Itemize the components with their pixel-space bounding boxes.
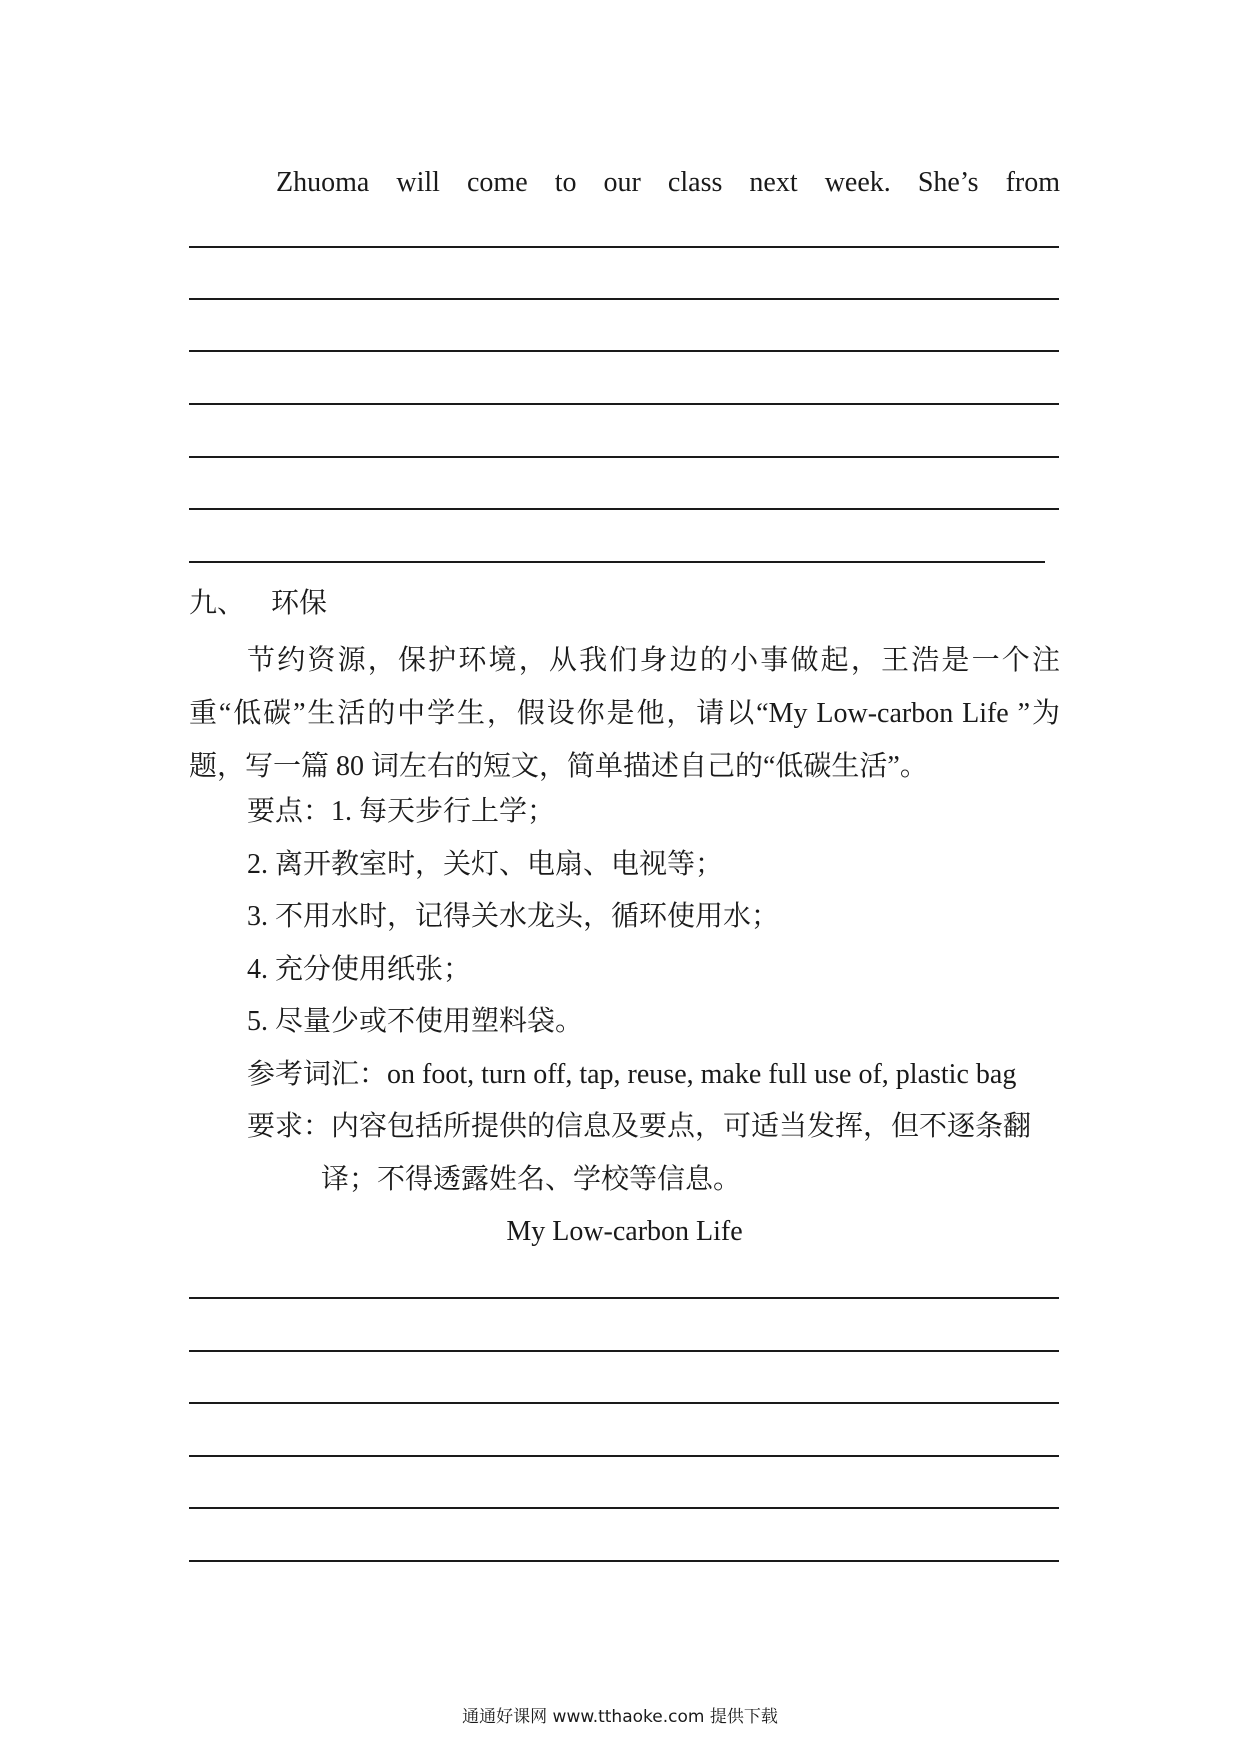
writing-line	[189, 403, 1059, 405]
writing-line	[189, 246, 1059, 248]
writing-line	[189, 561, 1045, 563]
prompt-paragraph: 节约资源，保护环境，从我们身边的小事做起，王浩是一个注重“低碳”生活的中学生，假设你是他，请以“My Low-carbon Life ”为题，写一篇 80 词左右的短文，简单描述自己的“低碳生活”。	[189, 645, 1060, 782]
writing-line	[189, 1402, 1059, 1404]
section-heading	[189, 586, 327, 622]
writing-line	[189, 1297, 1059, 1299]
requirements-line: 译；不得透露姓名、学校等信息。	[321, 1164, 742, 1195]
writing-line	[189, 508, 1059, 510]
writing-line	[189, 350, 1059, 352]
section-title: 环保	[271, 588, 328, 619]
page-footer: 通通好课网 www.tthaoke.com 提供下载	[462, 1707, 778, 1727]
section-number: 九、	[189, 588, 246, 619]
point-item: 2. 离开教室时，关灯、电扇、电视等；	[247, 849, 724, 880]
reference-vocabulary: 参考词汇：on foot, turn off, tap, reuse, make full use of, plastic bag	[247, 1059, 1017, 1090]
writing-line	[189, 1350, 1059, 1352]
writing-line	[189, 456, 1059, 458]
requirements-line: 要求：内容包括所提供的信息及要点，可适当发挥，但不逐条翻	[247, 1111, 1032, 1142]
point-item: 要点：1. 每天步行上学；	[247, 796, 556, 827]
point-item: 5. 尽量少或不使用塑料袋。	[247, 1006, 584, 1037]
opening-sentence: Zhuoma will come to our class next week. She’s from	[276, 167, 1060, 198]
writing-line	[189, 298, 1059, 300]
point-item: 4. 充分使用纸张；	[247, 954, 472, 985]
writing-line	[189, 1455, 1059, 1457]
writing-line	[189, 1507, 1059, 1509]
point-item: 3. 不用水时，记得关水龙头，循环使用水；	[247, 901, 780, 932]
writing-line	[189, 1560, 1059, 1562]
essay-title: My Low-carbon Life	[506, 1216, 743, 1247]
